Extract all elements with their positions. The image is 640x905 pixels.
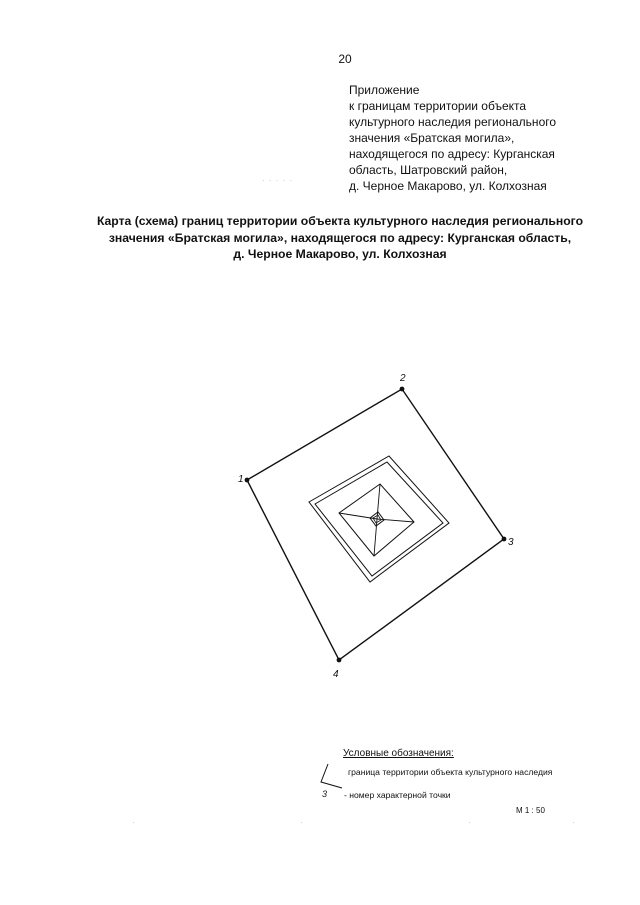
page-number: 20 [338, 52, 352, 66]
scan-dots: · · · · · [262, 176, 294, 185]
annex-line: д. Черное Макарово, ул. Колхозная [349, 179, 547, 193]
point-label-4: 4 [333, 669, 339, 680]
legend-title: Условные обозначения: [343, 748, 454, 759]
scan-dots: · [300, 818, 304, 827]
territory-boundary [247, 389, 504, 660]
annex-line: Приложение [349, 83, 420, 97]
map-scale: М 1 : 50 [516, 806, 545, 815]
annex-line: значения «Братская могила», [349, 131, 515, 145]
scan-dots: · [468, 818, 472, 827]
annex-line: культурного наследия регионального [349, 115, 557, 129]
boundary-point-2 [400, 387, 405, 392]
point-label-2: 2 [400, 373, 406, 384]
annex-line: находящегося по адресу: Курганская [349, 147, 555, 161]
boundary-point-3 [502, 537, 507, 542]
title-line: д. Черное Макарово, ул. Колхозная [233, 247, 447, 261]
legend-point-number: 3 [322, 789, 328, 799]
scan-dots: · [572, 818, 576, 827]
point-label-1: 1 [238, 474, 244, 485]
boundary-point-4 [337, 658, 342, 663]
legend-point-text: - номер характерной точки [344, 790, 451, 800]
point-label-3: 3 [508, 537, 514, 548]
title-line: значения «Братская могила», находящегося по адресу: Курганская область, [108, 230, 572, 245]
annex-line: к границам территории объекта [349, 99, 527, 113]
scan-dots: · [132, 818, 136, 827]
legend-boundary-symbol [321, 764, 342, 788]
pyramid-edge [339, 513, 377, 519]
boundary-point-1 [245, 478, 250, 483]
title-line: Карта (схема) границ территории объекта культурного наследия регионального [96, 214, 584, 228]
legend-boundary-text: граница территории объекта культурного наследия [348, 767, 553, 777]
annex-line: область, Шатровский район, [349, 163, 508, 177]
